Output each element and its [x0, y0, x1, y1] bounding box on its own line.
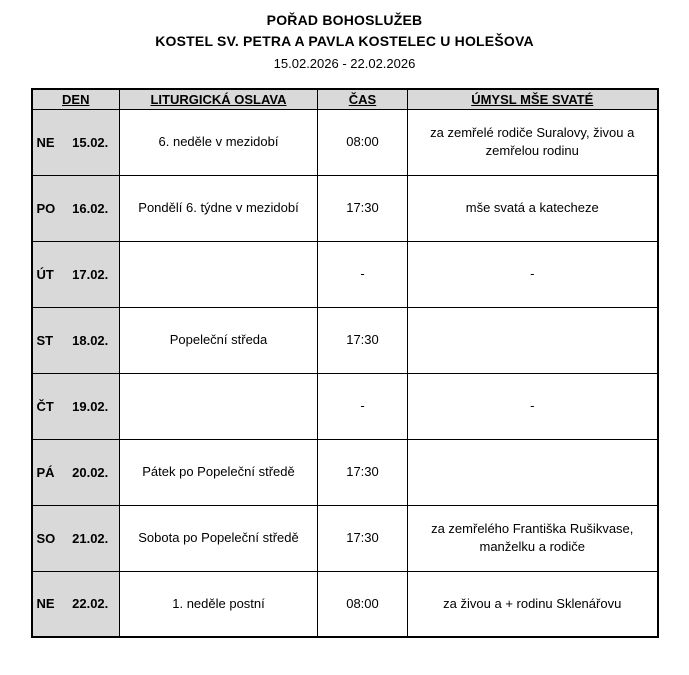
table-row — [32, 373, 658, 439]
intention-cell: za zemřelé rodiče Suralovy, živou a zemřelou rodinu — [408, 109, 658, 175]
day-abbrev: ČT — [36, 398, 54, 414]
column-header-liturgicka-oslava: LITURGICKÁ OSLAVA — [120, 89, 318, 110]
document-title: POŘAD BOHOSLUŽEB — [266, 12, 423, 28]
time-cell: 17:30 — [318, 307, 408, 373]
day-date: 20.02. — [72, 464, 109, 480]
time-cell: 17:30 — [318, 505, 408, 571]
day-abbrev: PÁ — [36, 464, 55, 480]
schedule-table — [31, 88, 659, 639]
day-abbrev: SO — [36, 530, 56, 546]
time-cell: 17:30 — [318, 439, 408, 505]
day-cell — [32, 175, 120, 241]
document-header — [0, 10, 689, 74]
table-row — [32, 439, 658, 505]
time-cell: - — [318, 241, 408, 307]
day-cell — [32, 307, 120, 373]
day-date: 17.02. — [72, 266, 109, 282]
day-cell — [32, 109, 120, 175]
day-abbrev: NE — [36, 596, 55, 612]
day-date: 18.02. — [72, 332, 109, 348]
day-cell — [32, 505, 120, 571]
day-date: 15.02. — [72, 134, 109, 150]
day-abbrev: ÚT — [36, 266, 54, 282]
day-date: 21.02. — [72, 530, 109, 546]
celebration-cell: Popeleční středa — [120, 307, 318, 373]
celebration-cell — [120, 373, 318, 439]
celebration-cell — [120, 241, 318, 307]
day-abbrev: ST — [36, 332, 54, 348]
intention-cell: za zemřelého Františka Rušikvase, manželku a rodiče — [408, 505, 658, 571]
table-row — [32, 241, 658, 307]
table-row — [32, 175, 658, 241]
document-date-range: 15.02.2026 - 22.02.2026 — [273, 56, 416, 71]
intention-cell — [408, 307, 658, 373]
day-date: 19.02. — [72, 398, 109, 414]
day-cell — [32, 439, 120, 505]
day-cell — [32, 571, 120, 637]
day-date: 22.02. — [72, 596, 109, 612]
column-header-den: DEN — [32, 89, 120, 110]
time-cell: 17:30 — [318, 175, 408, 241]
intention-cell: za živou a + rodinu Sklenářovu — [408, 571, 658, 637]
celebration-cell: 6. neděle v mezidobí — [120, 109, 318, 175]
document-subtitle: KOSTEL SV. PETRA A PAVLA KOSTELEC U HOLEŠOVA — [155, 33, 534, 49]
intention-cell: mše svatá a katecheze — [408, 175, 658, 241]
day-date: 16.02. — [72, 200, 109, 216]
day-cell — [32, 373, 120, 439]
time-cell: - — [318, 373, 408, 439]
time-cell: 08:00 — [318, 109, 408, 175]
day-abbrev: NE — [36, 134, 55, 150]
table-row — [32, 505, 658, 571]
table-row — [32, 307, 658, 373]
table-row — [32, 571, 658, 637]
time-cell: 08:00 — [318, 571, 408, 637]
column-header-cas: ČAS — [318, 89, 408, 110]
day-abbrev: PO — [36, 200, 56, 216]
table-header-row — [32, 89, 658, 110]
celebration-cell: Pondělí 6. týdne v mezidobí — [120, 175, 318, 241]
celebration-cell: Sobota po Popeleční středě — [120, 505, 318, 571]
column-header-umysl: ÚMYSL MŠE SVATÉ — [408, 89, 658, 110]
table-row — [32, 109, 658, 175]
intention-cell: - — [408, 373, 658, 439]
intention-cell — [408, 439, 658, 505]
intention-cell: - — [408, 241, 658, 307]
celebration-cell: 1. neděle postní — [120, 571, 318, 637]
celebration-cell: Pátek po Popeleční středě — [120, 439, 318, 505]
day-cell — [32, 241, 120, 307]
